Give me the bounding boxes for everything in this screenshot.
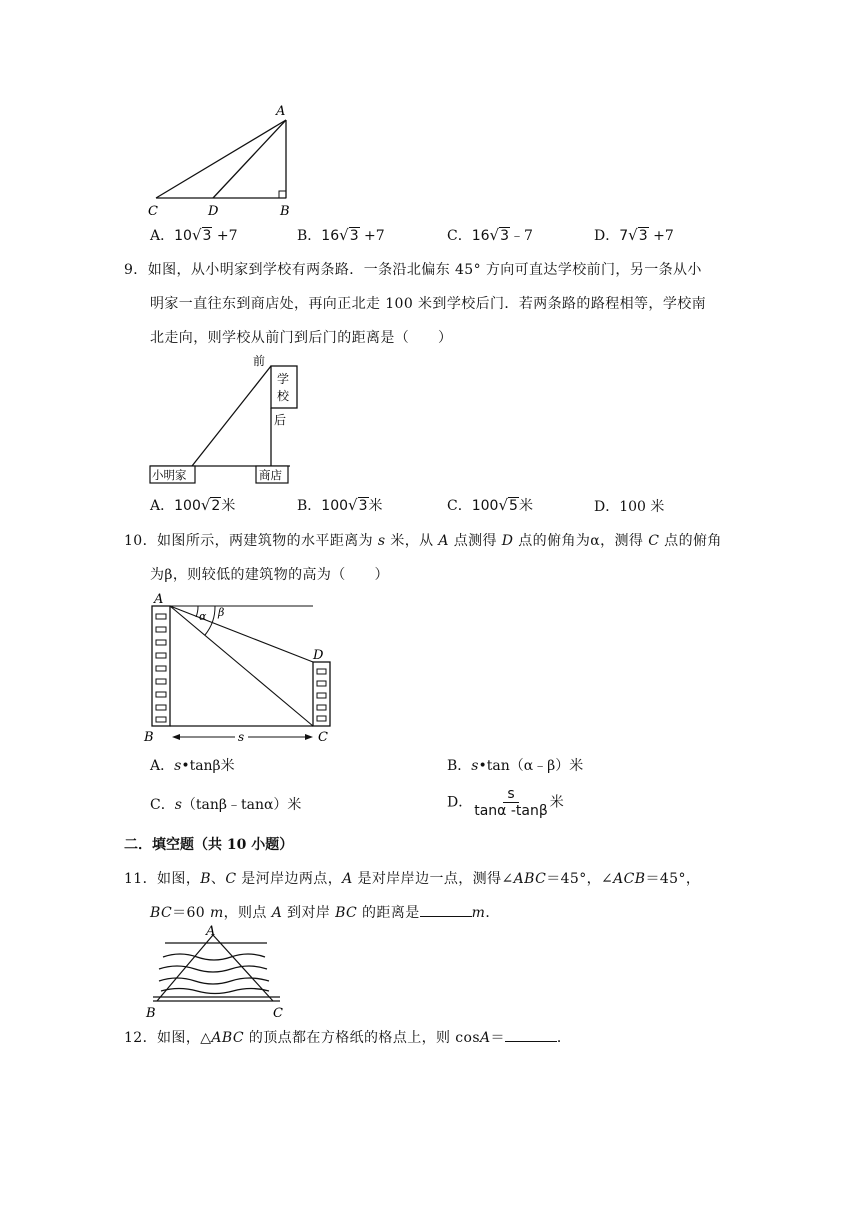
label-d: D xyxy=(313,648,324,663)
q11-line-1: 11．如图，B、C 是河岸边两点，A 是对岸岸边一点，测得∠ABC＝45°，∠ACB＝45°， xyxy=(124,871,701,887)
q9-option-b: B．100√3米 xyxy=(297,496,383,514)
q9-option-d: D．100 米 xyxy=(594,499,665,515)
q11-line-2: BC＝60 m，则点 A 到对岸 BC 的距离是 m． xyxy=(150,905,500,921)
label-school-2: 校 xyxy=(277,389,290,403)
sightline-ad xyxy=(170,606,313,662)
alpha-arc xyxy=(196,606,198,617)
q10-option-a: A．s•tanβ米 xyxy=(150,758,235,774)
section-header: 二．填空题（共 10 小题） xyxy=(124,837,294,853)
label-front-gate: 前 xyxy=(253,354,266,368)
q9-line-1: 9．如图，从小明家到学校有两条路．一条沿北偏东 45° 方向可直达学校前门，另一条从小 xyxy=(124,262,702,278)
label-c: C xyxy=(273,1006,283,1020)
q10-option-d: D． $\frac{s}{\tan\alpha -\tan\beta}$ 米 xyxy=(447,786,564,819)
arrowhead-left xyxy=(172,734,180,740)
answer-blank[interactable] xyxy=(420,904,472,917)
q9-line-3: 北走向，则学校从前门到后门的距离是（ ） xyxy=(150,330,453,346)
label-home: 小明家 xyxy=(152,468,187,482)
label-c: C xyxy=(318,730,328,745)
q8-option-c: C．16√3﹣7 xyxy=(447,226,533,244)
label-b: B xyxy=(144,730,154,745)
q10-option-c: C．s（tanβ﹣tanα）米 xyxy=(150,797,302,813)
q8-option-b: B．16√3 +7 xyxy=(297,226,385,244)
arrowhead-right xyxy=(305,734,313,740)
label-alpha: α xyxy=(199,610,207,623)
segment-da xyxy=(213,120,286,198)
label-back-gate: 后 xyxy=(274,413,287,427)
q11-river-figure xyxy=(145,925,290,1020)
water-waves xyxy=(159,954,269,994)
q10-line-2: 为β，则较低的建筑物的高为（ ） xyxy=(150,567,389,583)
label-d: D xyxy=(208,204,219,219)
label-b: B xyxy=(280,204,290,219)
label-shop: 商店 xyxy=(259,468,282,482)
q10-buildings-figure xyxy=(140,590,345,748)
segment-ab xyxy=(157,935,213,1001)
label-a: A xyxy=(276,104,286,119)
label-b: B xyxy=(146,1006,156,1020)
label-s: s xyxy=(238,730,245,744)
right-angle-mark xyxy=(279,191,286,198)
label-a: A xyxy=(154,592,164,607)
label-c: C xyxy=(148,204,158,219)
q8-option-d: D．7√3 +7 xyxy=(594,226,674,244)
q9-option-c: C．100√5米 xyxy=(447,496,533,514)
q9-map-figure xyxy=(140,350,315,490)
answer-blank[interactable] xyxy=(505,1029,557,1042)
label-a: A xyxy=(206,925,216,939)
road-diagonal xyxy=(192,366,271,466)
q9-option-a: A．100√2米 xyxy=(150,496,236,514)
segment-ca xyxy=(156,120,286,198)
q10-line-1: 10．如图所示，两建筑物的水平距离为 s 米，从 A 点测得 D 点的俯角为α，测得 C 点的俯角 xyxy=(124,533,722,549)
q8-option-a: A．10√3 +7 xyxy=(150,226,238,244)
label-beta: β xyxy=(218,606,225,619)
q9-line-2: 明家一直往东到商店处，再向正北走 100 米到学校后门．若两条路的路程相等，学校南 xyxy=(150,296,707,312)
q8-triangle-figure xyxy=(140,100,300,220)
fraction: $\frac{s}{\tan\alpha -\tan\beta}$ xyxy=(474,786,548,819)
q10-option-b: B．s•tan（α﹣β）米 xyxy=(447,758,584,774)
label-school-1: 学 xyxy=(277,372,290,386)
sightline-ac xyxy=(170,606,313,726)
q12-line-1: 12．如图，△ABC 的顶点都在方格纸的格点上，则 cosA＝ ． xyxy=(124,1030,572,1046)
